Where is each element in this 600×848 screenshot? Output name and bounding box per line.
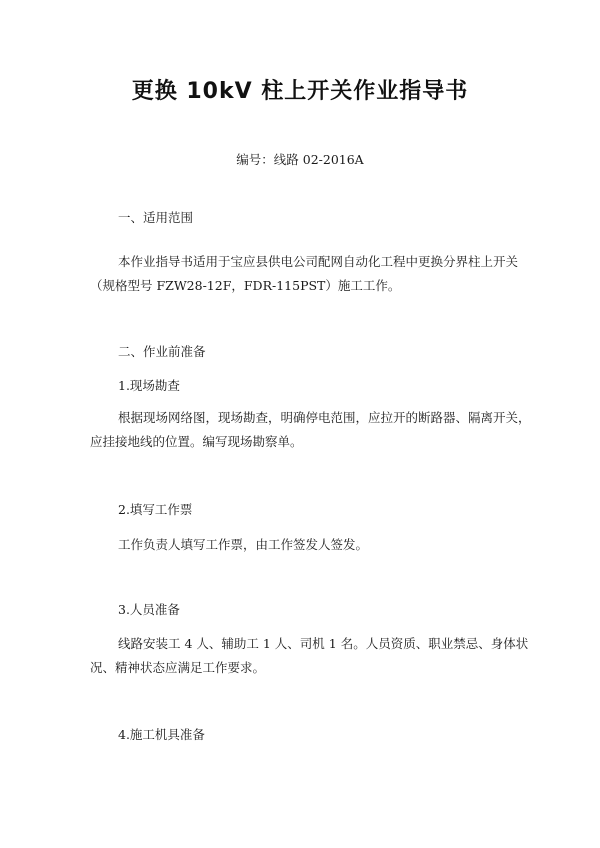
- subsection1-paragraph-line2: 应挂接地线的位置。编写现场勘察单。: [90, 434, 303, 449]
- document-title: 更换 10kV 柱上开关作业指导书: [131, 79, 469, 104]
- subsection1-heading: 1.现场勘查: [118, 378, 180, 393]
- subsection3-heading: 3.人员准备: [118, 602, 180, 617]
- section2-heading: 二、作业前准备: [118, 344, 206, 359]
- section1-paragraph-line1: 本作业指导书适用于宝应县供电公司配网自动化工程中更换分界柱上开关: [118, 254, 519, 269]
- section1-heading: 一、适用范围: [118, 210, 194, 225]
- subsection3-paragraph-line2: 况、精神状态应满足工作要求。: [90, 660, 266, 675]
- subsection1-paragraph-line1: 根据现场网络图，现场勘查，明确停电范围，应拉开的断路器、隔离开关，: [118, 410, 531, 425]
- subsection2-paragraph-line1: 工作负责人填写工作票，由工作签发人签发。: [118, 537, 369, 552]
- document-number: 编号：线路 02-2016A: [236, 152, 364, 167]
- subsection4-heading: 4.施工机具准备: [118, 727, 205, 742]
- subsection2-heading: 2.填写工作票: [118, 502, 193, 517]
- section1-paragraph-line2: （规格型号 FZW28-12F，FDR-115PST）施工工作。: [90, 278, 401, 293]
- subsection3-paragraph-line1: 线路安装工 4 人、辅助工 1 人、司机 1 名。人员资质、职业禁忌、身体状: [118, 636, 529, 651]
